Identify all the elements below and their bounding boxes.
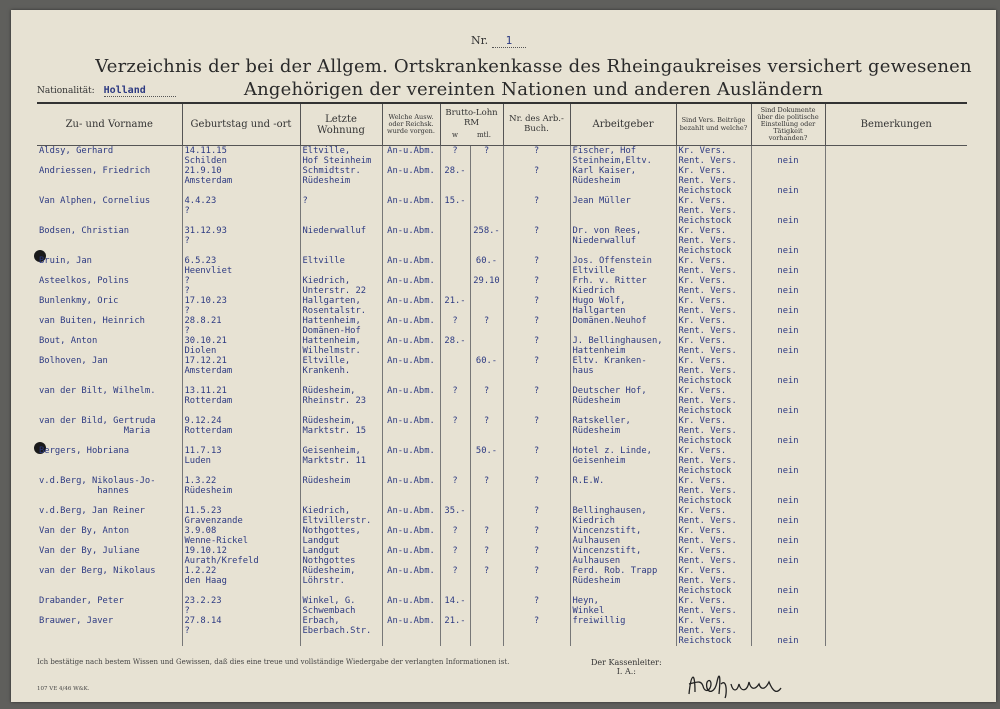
cell-dok: nein <box>751 336 825 356</box>
table-row <box>37 196 967 226</box>
cell-geb: 3.9.08 Wenne-Rickel <box>182 526 300 546</box>
cell-wohn: Erbach, Eberbach.Str. <box>300 616 382 646</box>
cell-w: 21.- <box>440 296 470 316</box>
cell-arb: R.E.W. <box>570 476 676 506</box>
cell-w: ? <box>440 316 470 336</box>
cell-dok: nein <box>751 566 825 596</box>
table-header-row <box>37 103 967 146</box>
cell-mtl <box>470 336 503 356</box>
table-row <box>37 166 967 196</box>
cell-nr: ? <box>503 506 570 526</box>
table-row <box>37 506 967 526</box>
kassenleiter-block <box>591 658 662 676</box>
cell-vers: Kr. Vers. Rent. Vers. Reichstock <box>676 446 751 476</box>
cell-arb: Ferd. Rob. Trapp Rüdesheim <box>570 566 676 596</box>
cell-dok: nein <box>751 166 825 196</box>
col-documents: Sind Dokumente über die politische Einstellung oder Tätigkeit vorhanden? <box>751 103 825 146</box>
cell-vers: Kr. Vers. Rent. Vers. <box>676 256 751 276</box>
cell-mtl <box>470 166 503 196</box>
cell-geb: 9.12.24 Rotterdam <box>182 416 300 446</box>
cell-mtl: 60.- <box>470 356 503 386</box>
cell-dok: nein <box>751 146 825 167</box>
ia-label: I. A.: <box>616 667 636 676</box>
cell-ausw: An-u.Abm. <box>382 506 440 526</box>
col-birth: Geburtstag und -ort <box>182 103 300 146</box>
title-line-1: Verzeichnis der bei der Allgem. Ortskrankenkasse des Rheingaukreises versichert gewesenen <box>95 56 972 77</box>
cell-wohn: Rüdesheim <box>300 476 382 506</box>
cell-geb: ? ? <box>182 276 300 296</box>
cell-name: van der Berg, Nikolaus <box>39 566 156 576</box>
nr-label: Nr. <box>471 34 489 47</box>
cell-vers: Kr. Vers. Rent. Vers. <box>676 526 751 546</box>
cell-arb: freiwillig <box>570 616 676 646</box>
cell-wohn: Kiedrich, Eltvillerstr. <box>300 506 382 526</box>
table-row <box>37 146 967 167</box>
col-residence: Letzte Wohnung <box>300 103 382 146</box>
cell-name: Andriessen, Friedrich <box>39 166 151 176</box>
cell-ausw: An-u.Abm. <box>382 416 440 446</box>
table-row <box>37 526 967 546</box>
cell-vers: Kr. Vers. Rent. Vers. Reichstock <box>676 616 751 646</box>
cell-ausw: An-u.Abm. <box>382 316 440 336</box>
cell-geb: 17.10.23 ? <box>182 296 300 316</box>
cell-w: ? <box>440 566 470 596</box>
cell-dok: nein <box>751 476 825 506</box>
cell-nr: ? <box>503 196 570 226</box>
kassenleiter-label: Der Kassenleiter: <box>591 658 662 667</box>
cell-remarks <box>825 616 967 646</box>
cell-wohn: Hallgarten, Rosentalstr. <box>300 296 382 316</box>
cell-vers: Kr. Vers. Rent. Vers. Reichstock <box>676 566 751 596</box>
cell-arb: Jean Müller <box>570 196 676 226</box>
cell-mtl <box>470 196 503 226</box>
cell-ausw: An-u.Abm. <box>382 386 440 416</box>
cell-w: 21.- <box>440 616 470 646</box>
cell-dok: nein <box>751 226 825 256</box>
cell-nr: ? <box>503 546 570 566</box>
cell-arb: Deutscher Hof, Rüdesheim <box>570 386 676 416</box>
cell-dok: nein <box>751 316 825 336</box>
cell-remarks <box>825 166 967 196</box>
cell-ausw: An-u.Abm. <box>382 446 440 476</box>
cell-arb: Jos. Offenstein Eltville <box>570 256 676 276</box>
cell-remarks <box>825 546 967 566</box>
cell-nr: ? <box>503 166 570 196</box>
cell-ausw: An-u.Abm. <box>382 166 440 196</box>
cell-geb: 17.12.21 Amsterdam <box>182 356 300 386</box>
cell-nr: ? <box>503 446 570 476</box>
cell-name: Bout, Anton <box>39 336 98 346</box>
cell-vers: Kr. Vers. Rent. Vers. Reichstock <box>676 356 751 386</box>
cell-name: v.d.Berg, Jan Reiner <box>39 506 145 516</box>
cell-arb: Ratskeller, Rüdesheim <box>570 416 676 446</box>
cell-geb: 6.5.23 Heenvliet <box>182 256 300 276</box>
cell-ausw: An-u.Abm. <box>382 596 440 616</box>
cell-geb: 30.10.21 Diolen <box>182 336 300 356</box>
cell-mtl: ? <box>470 546 503 566</box>
cell-name: van der Bild, Gertruda Maria <box>39 416 156 436</box>
cell-dok: nein <box>751 546 825 566</box>
document-number <box>471 34 526 47</box>
cell-wohn: Hattenheim, Wilhelmstr. <box>300 336 382 356</box>
cell-wohn: Hattenheim, Domänen-Hof <box>300 316 382 336</box>
cell-vers: Kr. Vers. Rent. Vers. <box>676 296 751 316</box>
cell-vers: Kr. Vers. Rent. Vers. <box>676 336 751 356</box>
cell-nr: ? <box>503 356 570 386</box>
cell-arb: Bellinghausen, Kiedrich <box>570 506 676 526</box>
cell-vers: Kr. Vers. Rent. Vers. Reichstock <box>676 476 751 506</box>
nationality-value: Holland <box>104 85 176 97</box>
cell-geb: 1.2.22 den Haag <box>182 566 300 596</box>
table-row <box>37 616 967 646</box>
cell-ausw: An-u.Abm. <box>382 276 440 296</box>
cell-name: Bruin, Jan <box>39 256 92 266</box>
cell-mtl: ? <box>470 526 503 546</box>
cell-nr: ? <box>503 616 570 646</box>
cell-remarks <box>825 196 967 226</box>
cell-wohn: Rüdesheim, Rheinstr. 23 <box>300 386 382 416</box>
cell-name: Aldsy, Gerhard <box>39 146 114 156</box>
cell-mtl: ? <box>470 146 503 167</box>
cell-wohn: ? <box>300 196 382 226</box>
cell-nr: ? <box>503 596 570 616</box>
col-workbook: Nr. des Arb.-Buch. <box>503 103 570 146</box>
cell-nr: ? <box>503 316 570 336</box>
cell-vers: Kr. Vers. Rent. Vers. <box>676 146 751 167</box>
certification-statement: Ich bestätige nach bestem Wissen und Gewissen, daß dies eine treue und vollständige Wiedergabe der verlangten Informationen ist. <box>37 658 510 666</box>
cell-mtl <box>470 596 503 616</box>
cell-w: 15.- <box>440 196 470 226</box>
cell-geb: 19.10.12 Aurath/Krefeld <box>182 546 300 566</box>
cell-w: ? <box>440 546 470 566</box>
cell-wohn: Niederwalluf <box>300 226 382 256</box>
cell-name: Van der By, Juliane <box>39 546 140 556</box>
cell-w: 28.- <box>440 336 470 356</box>
cell-dok: nein <box>751 506 825 526</box>
cell-ausw: An-u.Abm. <box>382 356 440 386</box>
cell-arb: J. Bellinghausen, Hattenheim <box>570 336 676 356</box>
table-row <box>37 336 967 356</box>
cell-mtl: ? <box>470 566 503 596</box>
cell-remarks <box>825 336 967 356</box>
cell-w: 14.- <box>440 596 470 616</box>
cell-dok: nein <box>751 526 825 546</box>
col-wage <box>440 103 503 146</box>
cell-nr: ? <box>503 416 570 446</box>
table-row <box>37 256 967 276</box>
cell-nr: ? <box>503 296 570 316</box>
document-sheet <box>11 10 996 702</box>
cell-remarks <box>825 226 967 256</box>
table-row <box>37 356 967 386</box>
cell-dok: nein <box>751 256 825 276</box>
cell-name: v.d.Berg, Nikolaus-Jo- hannes <box>39 476 156 496</box>
cell-dok: nein <box>751 386 825 416</box>
title-line-2: Angehörigen der vereinten Nationen und anderen Ausländern <box>243 79 824 100</box>
col-name: Zu- und Vorname <box>37 103 182 146</box>
cell-name: van der Bilt, Wilhelm. <box>39 386 156 396</box>
col-id-doc: Welche Ausw. oder Reichsk. wurde vorgen. <box>382 103 440 146</box>
cell-name: Van der By, Anton <box>39 526 130 536</box>
cell-vers: Kr. Vers. Rent. Vers. Reichstock <box>676 226 751 256</box>
cell-vers: Kr. Vers. Rent. Vers. Reichstock <box>676 196 751 226</box>
cell-wohn: Eltville <box>300 256 382 276</box>
cell-nr: ? <box>503 566 570 596</box>
cell-name: Brauwer, Javer <box>39 616 114 626</box>
col-wage-label: Brutto-Lohn RM <box>445 108 498 128</box>
col-remarks: Bemerkungen <box>825 103 967 146</box>
cell-arb: Heyn, Winkel <box>570 596 676 616</box>
cell-remarks <box>825 476 967 506</box>
cell-wohn: Eltville, Krankenh. <box>300 356 382 386</box>
table-row <box>37 566 967 596</box>
cell-ausw: An-u.Abm. <box>382 256 440 276</box>
cell-name: Bodsen, Christian <box>39 226 130 236</box>
cell-mtl: 29.10 <box>470 276 503 296</box>
cell-mtl: 50.- <box>470 446 503 476</box>
cell-ausw: An-u.Abm. <box>382 546 440 566</box>
cell-nr: ? <box>503 476 570 506</box>
cell-dok: nein <box>751 356 825 386</box>
cell-ausw: An-u.Abm. <box>382 226 440 256</box>
cell-dok: nein <box>751 296 825 316</box>
cell-w: ? <box>440 526 470 546</box>
cell-name: Bergers, Hobriana <box>39 446 130 456</box>
cell-nr: ? <box>503 256 570 276</box>
nr-value: 1 <box>492 34 527 48</box>
col-wage-w: w <box>452 131 459 139</box>
cell-nr: ? <box>503 226 570 256</box>
cell-remarks <box>825 596 967 616</box>
cell-wohn: Winkel, G. Schwembach <box>300 596 382 616</box>
cell-geb: 11.7.13 Luden <box>182 446 300 476</box>
cell-w <box>440 356 470 386</box>
cell-vers: Kr. Vers. Rent. Vers. <box>676 316 751 336</box>
cell-vers: Kr. Vers. Rent. Vers. Reichstock <box>676 386 751 416</box>
cell-dok: nein <box>751 596 825 616</box>
table-row <box>37 386 967 416</box>
cell-name: Van Alphen, Cornelius <box>39 196 151 206</box>
cell-arb: Eltv. Kranken- haus <box>570 356 676 386</box>
cell-arb: Domänen.Neuhof <box>570 316 676 336</box>
cell-dok: nein <box>751 196 825 226</box>
cell-dok: nein <box>751 416 825 446</box>
cell-mtl: 258.- <box>470 226 503 256</box>
col-employer: Arbeitgeber <box>570 103 676 146</box>
cell-w: ? <box>440 476 470 506</box>
cell-w: ? <box>440 146 470 167</box>
cell-ausw: An-u.Abm. <box>382 566 440 596</box>
cell-dok: nein <box>751 616 825 646</box>
cell-mtl: ? <box>470 416 503 446</box>
cell-geb: 4.4.23 ? <box>182 196 300 226</box>
cell-mtl: ? <box>470 476 503 506</box>
cell-name: Bolhoven, Jan <box>39 356 108 366</box>
cell-geb: 11.5.23 Gravenzande <box>182 506 300 526</box>
cell-name: Bunlenkmy, Oric <box>39 296 119 306</box>
cell-remarks <box>825 256 967 276</box>
cell-remarks <box>825 416 967 446</box>
cell-w: 35.- <box>440 506 470 526</box>
table-body <box>37 146 967 647</box>
cell-remarks <box>825 356 967 386</box>
cell-name: Asteelkos, Polins <box>39 276 130 286</box>
col-insurance: Sind Vers. Beiträge bezahlt und welche? <box>676 103 751 146</box>
cell-wohn: Schmidtstr. Rüdesheim <box>300 166 382 196</box>
cell-arb: Frh. v. Ritter Kiedrich <box>570 276 676 296</box>
table-row <box>37 476 967 506</box>
cell-w <box>440 446 470 476</box>
cell-ausw: An-u.Abm. <box>382 336 440 356</box>
cell-remarks <box>825 446 967 476</box>
cell-wohn: Rüdesheim, Löhrstr. <box>300 566 382 596</box>
cell-w: 28.- <box>440 166 470 196</box>
cell-w <box>440 226 470 256</box>
cell-mtl <box>470 616 503 646</box>
cell-remarks <box>825 296 967 316</box>
cell-remarks <box>825 146 967 167</box>
cell-wohn: Geisenheim, Marktstr. 11 <box>300 446 382 476</box>
cell-arb: Hugo Wolf, Hallgarten <box>570 296 676 316</box>
cell-nr: ? <box>503 386 570 416</box>
cell-ausw: An-u.Abm. <box>382 296 440 316</box>
cell-mtl <box>470 296 503 316</box>
cell-dok: nein <box>751 276 825 296</box>
cell-w: ? <box>440 416 470 446</box>
cell-arb: Vincenzstift, Aulhausen <box>570 526 676 546</box>
cell-ausw: An-u.Abm. <box>382 196 440 226</box>
print-mark: 107 VE 4/46 W&K. <box>37 686 90 692</box>
cell-geb: 1.3.22 Rüdesheim <box>182 476 300 506</box>
cell-arb: Hotel z. Linde, Geisenheim <box>570 446 676 476</box>
table-row <box>37 226 967 256</box>
cell-remarks <box>825 506 967 526</box>
cell-ausw: An-u.Abm. <box>382 526 440 546</box>
cell-vers: Kr. Vers. Rent. Vers. <box>676 546 751 566</box>
cell-geb: 27.8.14 ? <box>182 616 300 646</box>
cell-geb: 28.8.21 ? <box>182 316 300 336</box>
table-row <box>37 546 967 566</box>
cell-nr: ? <box>503 146 570 167</box>
cell-nr: ? <box>503 336 570 356</box>
cell-remarks <box>825 276 967 296</box>
handwritten-signature <box>681 664 791 702</box>
cell-geb: 31.12.93 ? <box>182 226 300 256</box>
cell-vers: Kr. Vers. Rent. Vers. <box>676 506 751 526</box>
cell-arb: Fischer, Hof Steinheim,Eltv. <box>570 146 676 167</box>
cell-name: van Buiten, Heinrich <box>39 316 145 326</box>
cell-wohn: Landgut Nothgottes <box>300 546 382 566</box>
cell-ausw: An-u.Abm. <box>382 146 440 167</box>
cell-vers: Kr. Vers. Rent. Vers. Reichstock <box>676 416 751 446</box>
cell-w <box>440 276 470 296</box>
cell-geb: 23.2.23 ? <box>182 596 300 616</box>
cell-geb: 13.11.21 Rotterdam <box>182 386 300 416</box>
cell-ausw: An-u.Abm. <box>382 476 440 506</box>
cell-geb: 21.9.10 Amsterdam <box>182 166 300 196</box>
table-row <box>37 276 967 296</box>
cell-w <box>440 256 470 276</box>
col-wage-mtl: mtl. <box>477 131 491 139</box>
register-table <box>37 102 967 646</box>
cell-ausw: An-u.Abm. <box>382 616 440 646</box>
cell-remarks <box>825 566 967 596</box>
cell-mtl: ? <box>470 316 503 336</box>
cell-nr: ? <box>503 276 570 296</box>
cell-vers: Kr. Vers. Rent. Vers. <box>676 276 751 296</box>
cell-wohn: Rüdesheim, Marktstr. 15 <box>300 416 382 446</box>
cell-wohn: Kiedrich, Unterstr. 22 <box>300 276 382 296</box>
table-row <box>37 416 967 446</box>
table-row <box>37 296 967 316</box>
cell-name: Drabander, Peter <box>39 596 124 606</box>
cell-remarks <box>825 386 967 416</box>
cell-remarks <box>825 526 967 546</box>
cell-wohn: Eltville, Hof Steinheim <box>300 146 382 167</box>
cell-mtl <box>470 506 503 526</box>
cell-dok: nein <box>751 446 825 476</box>
cell-w: ? <box>440 386 470 416</box>
nationality-label: Nationalität: <box>37 86 95 96</box>
cell-arb: Karl Kaiser, Rüdesheim <box>570 166 676 196</box>
cell-wohn: Nothgottes, Landgut <box>300 526 382 546</box>
cell-vers: Kr. Vers. Rent. Vers. <box>676 596 751 616</box>
cell-nr: ? <box>503 526 570 546</box>
nationality <box>37 85 176 96</box>
cell-arb: Dr. von Rees, Niederwalluf <box>570 226 676 256</box>
cell-vers: Kr. Vers. Rent. Vers. Reichstock <box>676 166 751 196</box>
table-row <box>37 596 967 616</box>
cell-mtl: ? <box>470 386 503 416</box>
table-row <box>37 446 967 476</box>
cell-geb: 14.11.15 Schilden <box>182 146 300 167</box>
cell-remarks <box>825 316 967 336</box>
cell-arb: Vincenzstift, Aulhausen <box>570 546 676 566</box>
table-row <box>37 316 967 336</box>
cell-mtl: 60.- <box>470 256 503 276</box>
